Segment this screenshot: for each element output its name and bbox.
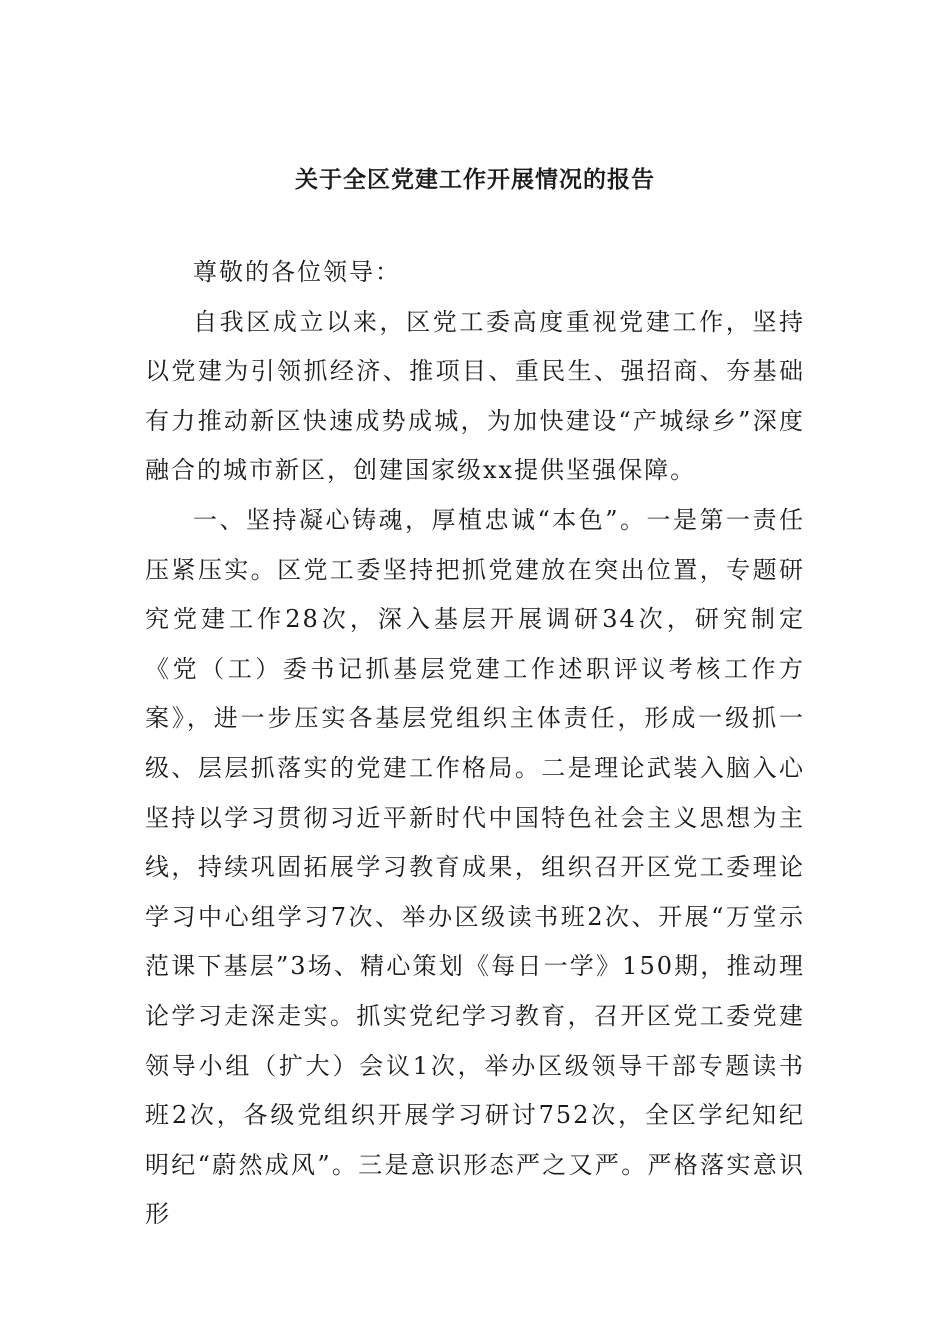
document-title: 关于全区党建工作开展情况的报告	[295, 166, 655, 193]
paragraph-intro: 自我区成立以来，区党工委高度重视党建工作，坚持以党建为引领抓经济、推项目、重民生、强招商、夯基础有力推动新区快速成势成城，为加快建设“产城绿乡”深度融合的城市新区，创建国家级xx提供坚强保障。	[145, 307, 805, 485]
document-body	[145, 248, 805, 1240]
paragraph-section-one: 一、坚持凝心铸魂，厚植忠诚“本色”。一是第一责任压紧压实。区党工委坚持把抓党建放在突出位置，专题研究党建工作28次，深入基层开展调研34次，研究制定《党（工）委书记抓基层党建工作述职评议考核工作方案》，进一步压实各基层党组织主体责任，形成一级抓一级、层层抓落实的党建工作格局。二是理论武装入脑入心坚持以学习贯彻习近平新时代中国特色社会主义思想为主线，持续巩固拓展学习教育成果，组织召开区党工委理论学习中心组学习7次、举办区级读书班2次、开展“万堂示范课下基层”3场、精心策划《每日一学》150期，推动理论学习走深走实。抓实党纪学习教育，召开区党工委党建领导小组（扩大）会议1次，举办区级领导干部专题读书班2次，各级党组织开展学习研讨752次，全区学纪知纪明纪“蔚然成风”。三是意识形态严之又严。严格落实意识形	[145, 505, 805, 1229]
salutation: 尊敬的各位领导：	[193, 258, 401, 286]
